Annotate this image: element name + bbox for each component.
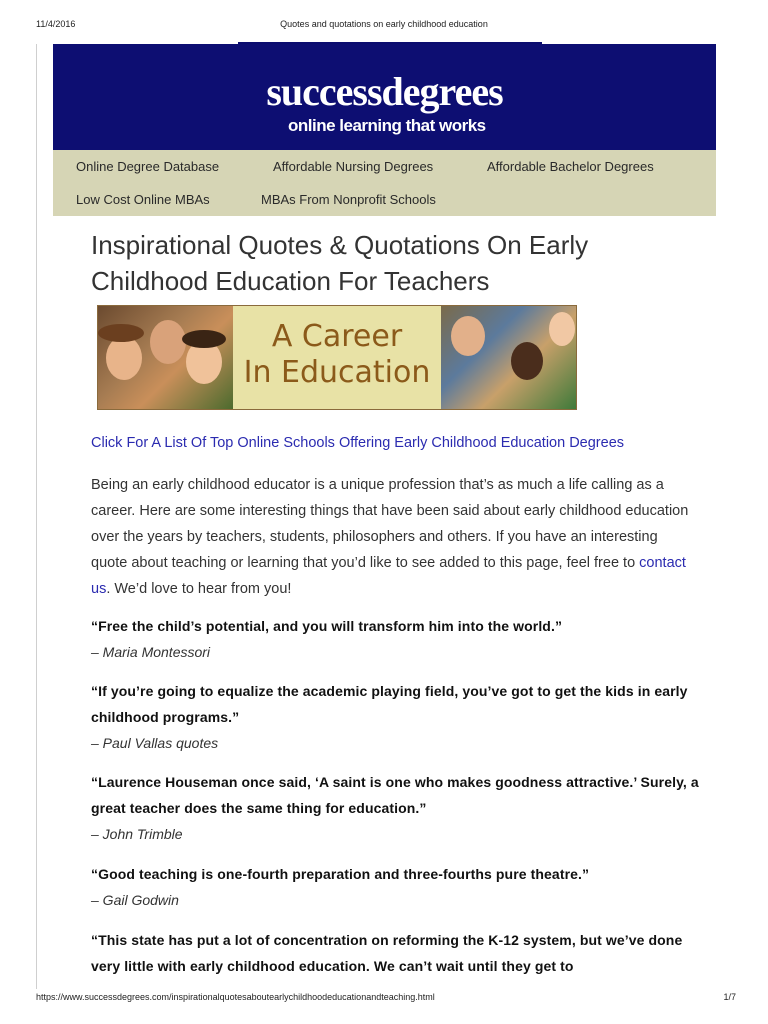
quote-author: – John Trimble (91, 826, 183, 842)
quote-item (91, 678, 701, 756)
banner-line-1: A Career (271, 319, 403, 354)
quote-text: “If you’re going to equalize the academic playing field, you’ve got to get the kids in early childhood programs.” (91, 683, 688, 725)
site-logo[interactable] (53, 70, 716, 114)
career-banner-text-panel (233, 306, 441, 409)
career-in-education-banner[interactable] (97, 305, 577, 410)
quote-text: “Free the child’s potential, and you will transform him into the world.” (91, 618, 563, 634)
quote-text: “This state has put a lot of concentration on reforming the K-12 system, but we’ve done very little with early childhood education. We can’t wait until they get to (91, 932, 683, 974)
print-url: https://www.successdegrees.com/inspirationalquotesaboutearlychildhoodeducationandteaching.html (36, 992, 435, 1002)
quote-item (91, 861, 701, 913)
quote-text: “Laurence Houseman once said, ‘A saint is one who makes goodness attractive.’ Surely, a great teacher does the same thing for education.” (91, 774, 699, 816)
quote-author: – Maria Montessori (91, 644, 211, 660)
main-nav (53, 150, 716, 216)
nav-item-low-cost-online-mbas[interactable]: Low Cost Online MBAs (76, 192, 210, 207)
quote-author: – Gail Godwin (91, 892, 179, 908)
print-page-number: 1/7 (723, 992, 736, 1002)
nav-item-affordable-bachelor-degrees[interactable]: Affordable Bachelor Degrees (487, 159, 654, 174)
intro-paragraph (91, 472, 696, 602)
nav-item-mbas-from-nonprofit-schools[interactable]: MBAs From Nonprofit Schools (261, 192, 436, 207)
logo-wordmark-bold: degrees (381, 69, 503, 114)
print-header (0, 16, 768, 32)
print-footer (0, 992, 768, 1006)
quote-item (91, 769, 701, 847)
banner-line-2: In Education (243, 355, 431, 390)
quote-item (91, 613, 701, 665)
quote-author: – Paul Vallas quotes (91, 735, 219, 751)
quote-text: “Good teaching is one-fourth preparation and three-fourths pure theatre.” (91, 866, 590, 882)
classroom-photo (441, 306, 576, 409)
children-photo (98, 306, 233, 409)
quote-item (91, 927, 701, 979)
nav-item-online-degree-database[interactable]: Online Degree Database (76, 159, 220, 174)
nav-item-affordable-nursing-degrees[interactable]: Affordable Nursing Degrees (273, 159, 434, 174)
top-online-schools-link[interactable]: Click For A List Of Top Online Schools Offering Early Childhood Education Degrees (91, 435, 625, 451)
logo-wordmark-light: success (266, 69, 382, 114)
intro-text: Being an early childhood educator is a unique profession that’s as much a life calling as a career. Here are some interesting things that have been said about early childhood education over the years by teachers, students, philosophers and others. If you have an interesting quote about teaching or learning that you’d like to see added to this page, feel free to (91, 477, 689, 571)
print-date: 11/4/2016 (36, 19, 76, 29)
page-left-rule (36, 44, 37, 989)
site-banner (53, 44, 716, 150)
intro-text-end: . We’d love to hear from you! (106, 581, 292, 597)
logo-tagline: online learning that works (288, 116, 486, 135)
contact-us-link[interactable]: contact us (91, 555, 686, 597)
print-title: Quotes and quotations on early childhood education (280, 19, 488, 29)
page-title: Inspirational Quotes & Quotations On Early Childhood Education For Teachers (91, 230, 589, 296)
